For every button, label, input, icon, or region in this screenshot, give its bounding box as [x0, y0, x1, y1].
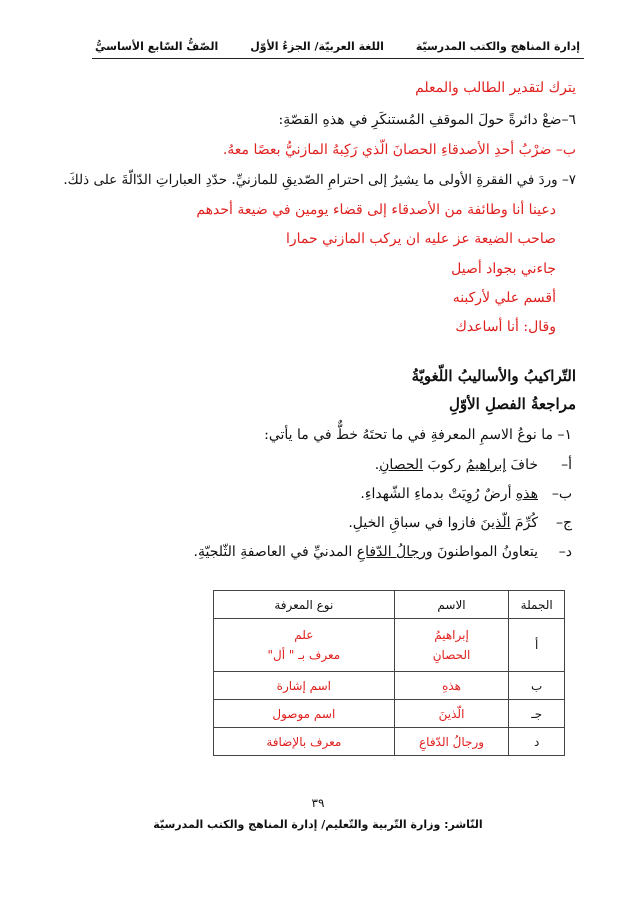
table-row [214, 700, 565, 728]
header-rule [92, 58, 584, 59]
cell-type: معرف بالإضافة [214, 728, 395, 756]
cell-sentence: ب [509, 672, 565, 700]
exercise-item: ب–هذهِ أرضٌ رُوِيَتْ بدماءِ الشّهداءِ. [360, 486, 572, 502]
answer-7-line-1: دعينا أنا وطائفة من الأصدقاء إلى قضاء يومين في ضيعة أحدهم [196, 202, 556, 218]
answer-7-line-2: صاحب الضيعة عز عليه ان يركب المازني حمارا [286, 231, 556, 247]
header-subject: اللغة العربيّة/ الجزءُ الأوّل [250, 40, 384, 53]
item-label: ب– [551, 486, 572, 502]
header-definite-type: نوع المعرفة [214, 591, 395, 619]
answer-table [213, 590, 565, 756]
underlined-noun: إبراهيمُ [465, 457, 507, 473]
exercise-1-question: ١– ما نوعُ الاسمِ المعرفةِ في ما تحتَهُ خطٌّ في ما يأتي: [264, 427, 572, 443]
header-grade: الصّفُّ السّابع الأساسيُّ [95, 40, 219, 53]
cell-type: علم معرف بـ " أل" [214, 619, 395, 672]
underlined-noun: الحصانِ [379, 457, 424, 473]
underlined-noun: رجالُ الدّفاعِ [356, 544, 426, 560]
question-7: ٧– وردَ في الفقرةِ الأولى ما يشيرُ إلى احترامِ الصّديقِ للمازنيِّ. حدّدِ العباراتِ الدّالّةَ على ذلكَ. [63, 172, 576, 188]
cell-noun: ورجالُ الدّفاعِ [394, 728, 509, 756]
cell-type: اسم إشارة [214, 672, 395, 700]
table-row [214, 619, 565, 672]
header-sentence: الجملة [509, 591, 565, 619]
cell-noun: إبراهيمُ الحصانِ [394, 619, 509, 672]
underlined-noun: الّذينَ [480, 515, 511, 531]
cell-sentence: جـ [509, 700, 565, 728]
answer-7-line-3: جاءني بجواد أصيل [451, 261, 556, 277]
answer-line: يترك لتقدير الطالب والمعلم [415, 80, 576, 96]
cell-sentence: د [509, 728, 565, 756]
exercise-item: ج–كُرِّمَ الّذينَ فازوا في سباقِ الخيلِ. [348, 515, 572, 531]
answer-7-line-4: أقسم علي لأركبنه [452, 290, 556, 306]
answer-6: ب– ضرْبُ أحدِ الأصدقاءِ الحصانَ الّذي رَكِبهُ المازنيُّ بعصًا معهُ. [222, 142, 576, 158]
exercise-item: د–يتعاونُ المواطنونَ ورجالُ الدّفاعِ المدنيِّ في العاصفةِ الثّلجيّةِ. [193, 544, 572, 560]
page-number: ٣٩ [311, 796, 325, 810]
table-header-row [214, 591, 565, 619]
cell-noun: هذهِ [394, 672, 509, 700]
item-label: أ– [561, 457, 572, 473]
exercise-item: أ–خافَ إبراهيمُ ركوبَ الحصانِ. [374, 457, 572, 473]
cell-sentence: أ [509, 619, 565, 672]
cell-type: اسم موصول [214, 700, 395, 728]
cell-noun: الّذينَ [394, 700, 509, 728]
question-6: ٦–ضعْ دائرةً حولَ الموقفِ المُستنكَرِ في هذهِ القصّةِ: [278, 112, 576, 128]
table-row [214, 728, 565, 756]
header-noun: الاسم [394, 591, 509, 619]
section-subtitle: مراجعةُ الفصلِ الأوّلِ [448, 395, 576, 413]
header-department: إدارة المناهج والكتب المدرسيّة [415, 40, 580, 53]
page-header [95, 40, 580, 53]
item-label: د– [558, 544, 572, 560]
answer-7-line-5: وقال: أنا أساعدك [455, 319, 556, 335]
underlined-noun: هذهِ [515, 486, 538, 502]
section-title: التّراكيبُ والأساليبُ اللّغويّةُ [411, 367, 576, 385]
page-footer: النّاشر: وزارة التّربية والتّعليم/ إدارة المناهج والكتب المدرسيّة [153, 818, 483, 831]
item-label: ج– [555, 515, 572, 531]
table-row [214, 672, 565, 700]
